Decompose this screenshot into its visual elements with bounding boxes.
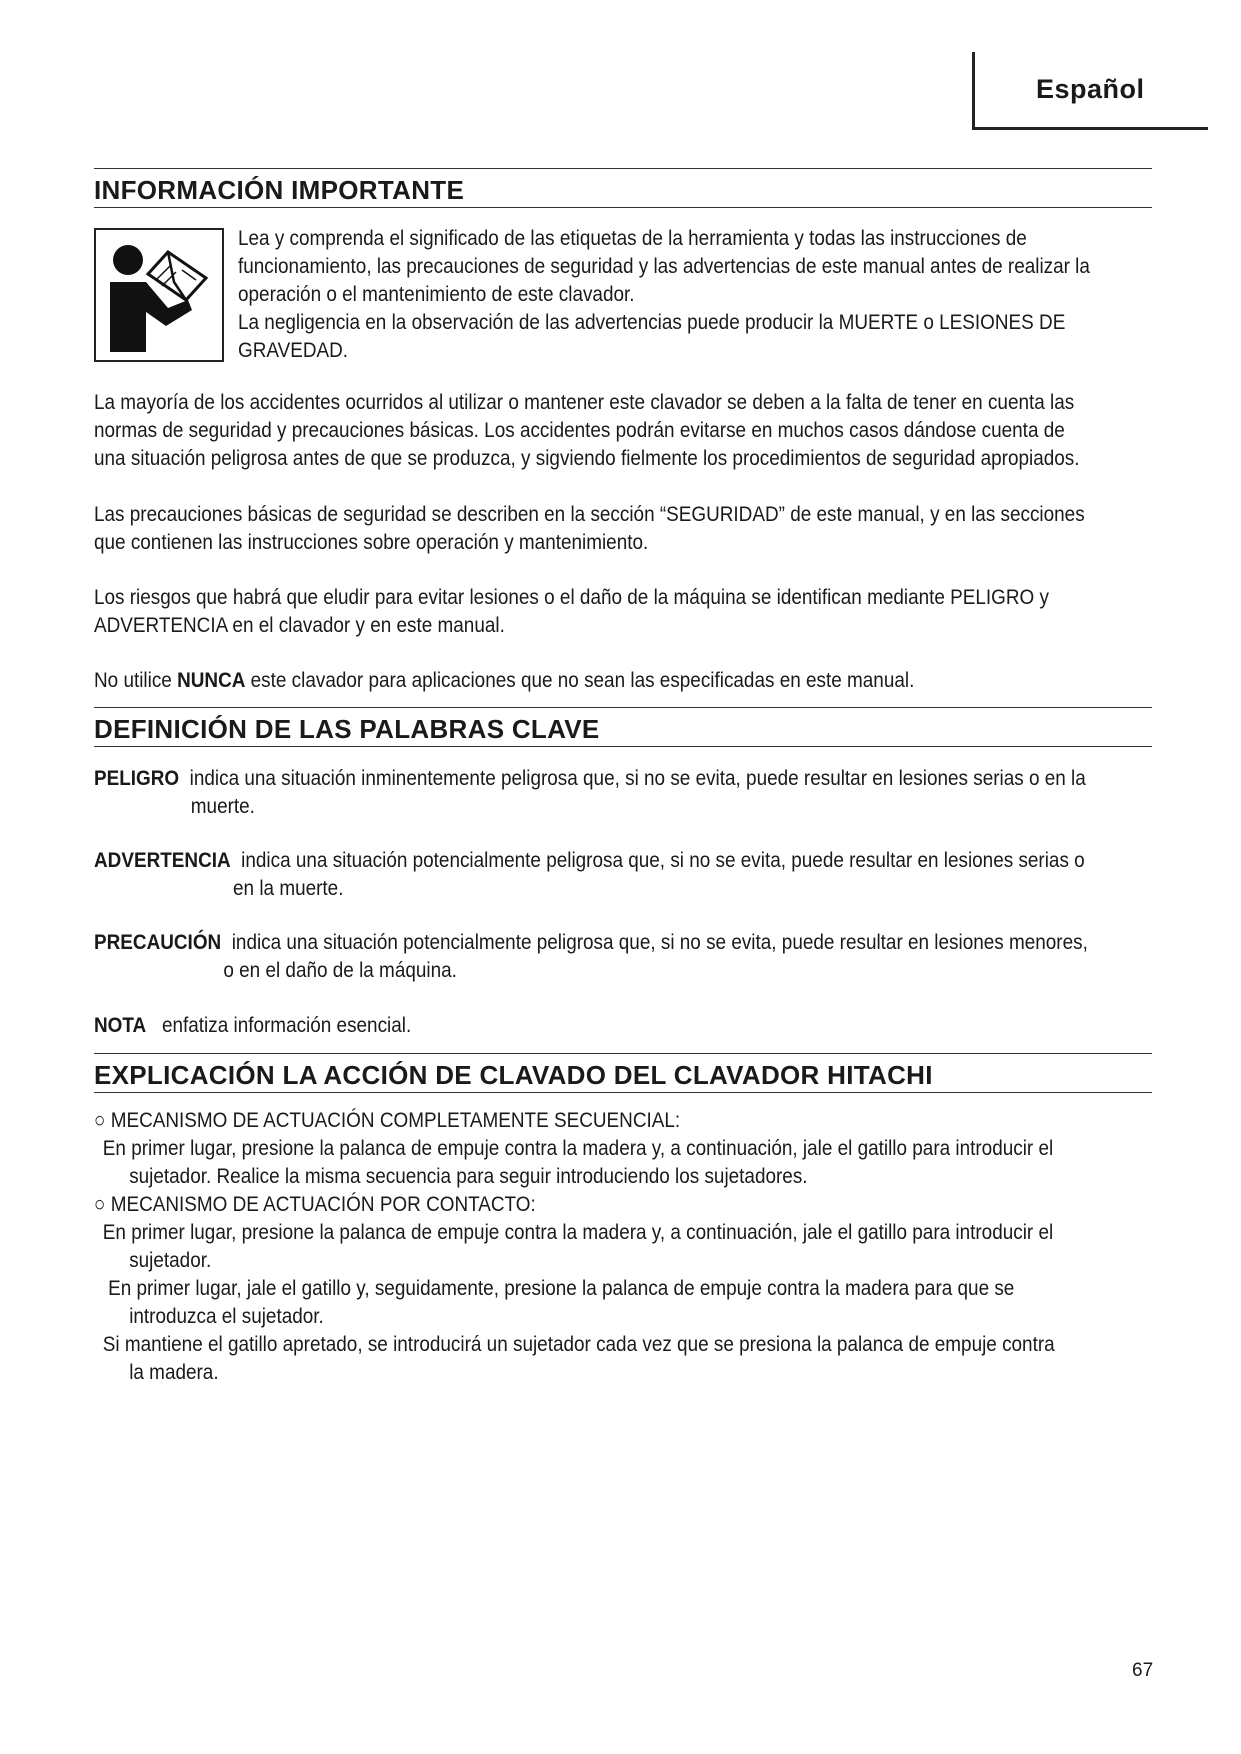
- page-number: 67: [1132, 1660, 1154, 1681]
- text-part: este clavador para aplicaciones que no sean las especificadas en este manual.: [245, 668, 915, 692]
- read-manual-icon: [94, 228, 224, 362]
- intro-line: funcionamiento, las precauciones de seguridad y las advertencias de este manual antes de realizar la: [238, 254, 1090, 278]
- text-line: la madera.: [129, 1360, 219, 1384]
- sequential-mechanism: [94, 1106, 1241, 1190]
- definition-text: indica una situación inminentemente peligrosa que, si no se evita, puede resultar en lesiones serias o en la: [189, 766, 1086, 790]
- definition-line: [94, 928, 1150, 956]
- section-title: EXPLICACIÓN LA ACCIÓN DE CLAVADO DEL CLAVADOR HITACHI: [94, 1060, 933, 1090]
- section-important-info: [94, 168, 1152, 208]
- text-line: una situación peligrosa antes de que se produzca, y sigviendo fielmente los procedimientos de seguridad apropiados.: [94, 446, 1080, 470]
- circle-bullet-icon: ○: [94, 1192, 106, 1216]
- bullet-line: [94, 1106, 1150, 1134]
- term-label: PELIGRO: [94, 766, 180, 790]
- section-header: [94, 168, 1152, 208]
- definition-line: [94, 846, 1150, 874]
- language-label: Español: [1036, 74, 1145, 104]
- text-part: No utilice: [94, 668, 178, 692]
- text-line: Las precauciones básicas de seguridad se describen en la sección “SEGURIDAD” de este manual, y en las secciones: [94, 502, 1085, 526]
- text-line: ADVERTENCIA en el clavador y en este manual.: [94, 613, 505, 637]
- term-label: NOTA: [94, 1013, 147, 1037]
- intro-text: [238, 224, 1241, 364]
- text-line: [94, 666, 1150, 694]
- definition-text: indica una situación potencialmente peligrosa que, si no se evita, puede resultar en lesiones serias o: [241, 848, 1085, 872]
- definition-peligro: [94, 764, 1241, 820]
- text-line: normas de seguridad y precauciones básicas. Los accidentes podrán evitarse en muchos casos dándose cuenta de: [94, 418, 1065, 442]
- intro-line: GRAVEDAD.: [238, 338, 349, 362]
- section-title: DEFINICIÓN DE LAS PALABRAS CLAVE: [94, 714, 600, 744]
- emphasis-never: NUNCA: [177, 668, 246, 692]
- definition-line: en la muerte.: [233, 876, 344, 900]
- intro-line: La negligencia en la observación de las advertencias puede producir la MUERTE o LESIONES DE: [238, 310, 1066, 334]
- bullet-line: [94, 1190, 1150, 1218]
- text-line: La mayoría de los accidentes ocurridos al utilizar o mantener este clavador se deben a la falta de tener en cuenta las: [94, 390, 1075, 414]
- definition-advertencia: [94, 846, 1241, 902]
- text-line: sujetador. Realice la misma secuencia para seguir introduciendo los sujetadores.: [129, 1164, 808, 1188]
- definition-line: muerte.: [190, 794, 255, 818]
- text-line: sujetador.: [129, 1248, 212, 1272]
- definition-text: enfatiza información esencial.: [161, 1013, 412, 1037]
- contact-mechanism: [94, 1190, 1241, 1386]
- section-header: [94, 707, 1152, 747]
- paragraph-never-use: [94, 666, 1241, 694]
- text-line: Si mantiene el gatillo apretado, se introducirá un sujetador cada vez que se presiona la palanca de empuje contra: [102, 1332, 1055, 1356]
- text-line: En primer lugar, presione la palanca de empuje contra la madera y, a continuación, jale el gatillo para introducir el: [102, 1220, 1054, 1244]
- circle-bullet-icon: ○: [94, 1108, 106, 1132]
- definition-line: o en el daño de la máquina.: [223, 958, 457, 982]
- text-line: que contienen las instrucciones sobre operación y mantenimiento.: [94, 530, 649, 554]
- intro-line: Lea y comprenda el significado de las etiquetas de la herramienta y todas las instrucciones de: [238, 226, 1027, 250]
- intro-line: operación o el mantenimiento de este clavador.: [238, 282, 635, 306]
- text-line: Los riesgos que habrá que eludir para evitar lesiones o el daño de la máquina se identifican mediante PELIGRO y: [94, 585, 1049, 609]
- paragraph-risks: [94, 583, 1241, 639]
- definition-text: indica una situación potencialmente peligrosa que, si no se evita, puede resultar en lesiones menores,: [231, 930, 1088, 954]
- section-keyword-definitions: [94, 707, 1152, 747]
- definition-line: [94, 1011, 1150, 1039]
- paragraph-accidents: [94, 388, 1241, 472]
- definition-line: [94, 764, 1150, 792]
- section-title: INFORMACIÓN IMPORTANTE: [94, 175, 465, 205]
- definition-precaucion: [94, 928, 1241, 984]
- bullet-title: MECANISMO DE ACTUACIÓN COMPLETAMENTE SECUENCIAL:: [110, 1108, 681, 1132]
- text-line: introduzca el sujetador.: [129, 1304, 324, 1328]
- text-line: En primer lugar, jale el gatillo y, seguidamente, presione la palanca de empuje contra la madera para que se: [108, 1276, 1015, 1300]
- bullet-title: MECANISMO DE ACTUACIÓN POR CONTACTO:: [110, 1192, 536, 1216]
- section-nailing-action: [94, 1053, 1152, 1093]
- definition-nota: [94, 1011, 1241, 1039]
- term-label: ADVERTENCIA: [94, 848, 231, 872]
- paragraph-precautions: [94, 500, 1241, 556]
- term-label: PRECAUCIÓN: [94, 930, 222, 954]
- section-header: [94, 1053, 1152, 1093]
- text-line: En primer lugar, presione la palanca de empuje contra la madera y, a continuación, jale el gatillo para introducir el: [102, 1136, 1054, 1160]
